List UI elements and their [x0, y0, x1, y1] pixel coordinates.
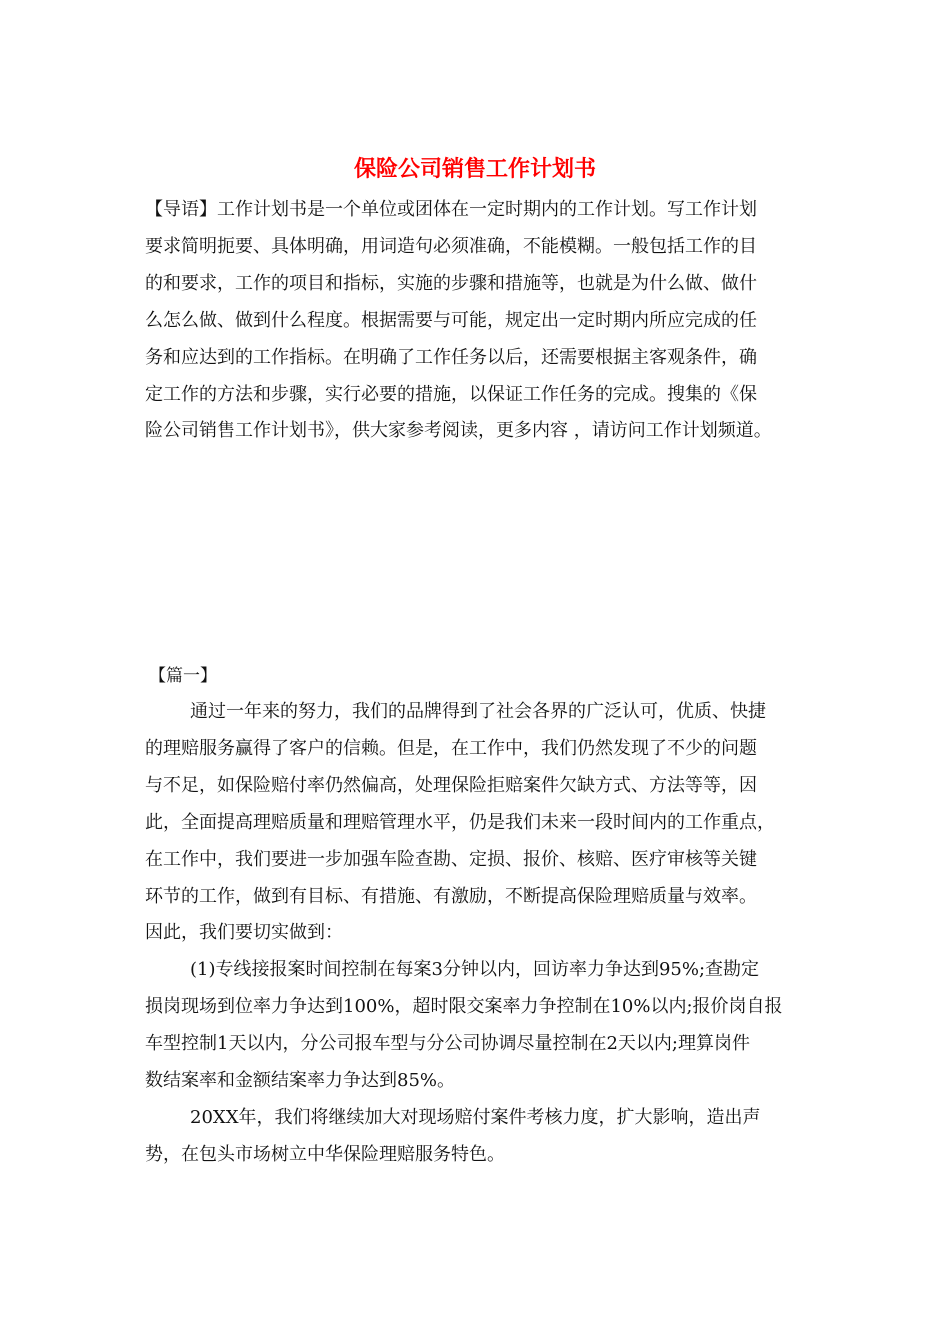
- intro-line: 务和应达到的工作指标。在明确了工作任务以后，还需要根据主客观条件，确: [145, 346, 757, 368]
- body-line: 此，全面提高理赔质量和理赔管理水平，仍是我们未来一段时间内的工作重点，: [145, 811, 775, 833]
- body-line: 的理赔服务赢得了客户的信赖。但是，在工作中，我们仍然发现了不少的问题: [145, 737, 757, 759]
- intro-line: 定工作的方法和步骤，实行必要的措施，以保证工作任务的完成。搜集的《保: [145, 383, 757, 405]
- body-line: 20XX年，我们将继续加大对现场赔付案件考核力度，扩大影响，造出声: [190, 1106, 761, 1128]
- document-title: 保险公司销售工作计划书: [353, 156, 596, 182]
- body-line: 环节的工作，做到有目标、有措施、有激励，不断提高保险理赔质量与效率。: [145, 885, 757, 907]
- body-line: 与不足，如保险赔付率仍然偏高，处理保险拒赔案件欠缺方式、方法等等，因: [145, 774, 757, 796]
- intro-line: 么怎么做、做到什么程度。根据需要与可能，规定出一定时期内所应完成的任: [145, 309, 757, 331]
- intro-line: 要求简明扼要、具体明确，用词造句必须准确，不能模糊。一般包括工作的目: [145, 235, 757, 257]
- body-line: 数结案率和金额结案率力争达到85%。: [145, 1070, 456, 1092]
- intro-line: 【导语】工作计划书是一个单位或团体在一定时期内的工作计划。写工作计划: [145, 199, 757, 220]
- section-one: [145, 658, 825, 1174]
- intro-line: 的和要求，工作的项目和指标，实施的步骤和措施等，也就是为什么做、做什: [145, 272, 757, 294]
- body-line: 车型控制1天以内，分公司报车型与分公司协调尽量控制在2天以内;理算岗件: [145, 1033, 750, 1055]
- body-line: 在工作中，我们要进一步加强车险查勘、定损、报价、核赔、医疗审核等关键: [145, 848, 757, 870]
- body-line: 损岗现场到位率力争达到100%，超时限交案率力争控制在10%以内;报价岗自报: [145, 996, 783, 1018]
- intro-line: 险公司销售工作计划书》，供大家参考阅读，更多内容 ，请访问工作计划频道。: [145, 420, 772, 442]
- body-line: 通过一年来的努力，我们的品牌得到了社会各界的广泛认可，优质、快捷: [190, 701, 766, 722]
- body-line: (1)专线接报案时间控制在每案3分钟以内，回访率力争达到95%;查勘定: [190, 959, 760, 981]
- body-line: 因此，我们要切实做到：: [145, 922, 343, 944]
- section-heading: 【篇一】: [149, 666, 217, 686]
- body-line: 势，在包头市场树立中华保险理赔服务特色。: [145, 1143, 505, 1165]
- intro-paragraph: [145, 192, 825, 450]
